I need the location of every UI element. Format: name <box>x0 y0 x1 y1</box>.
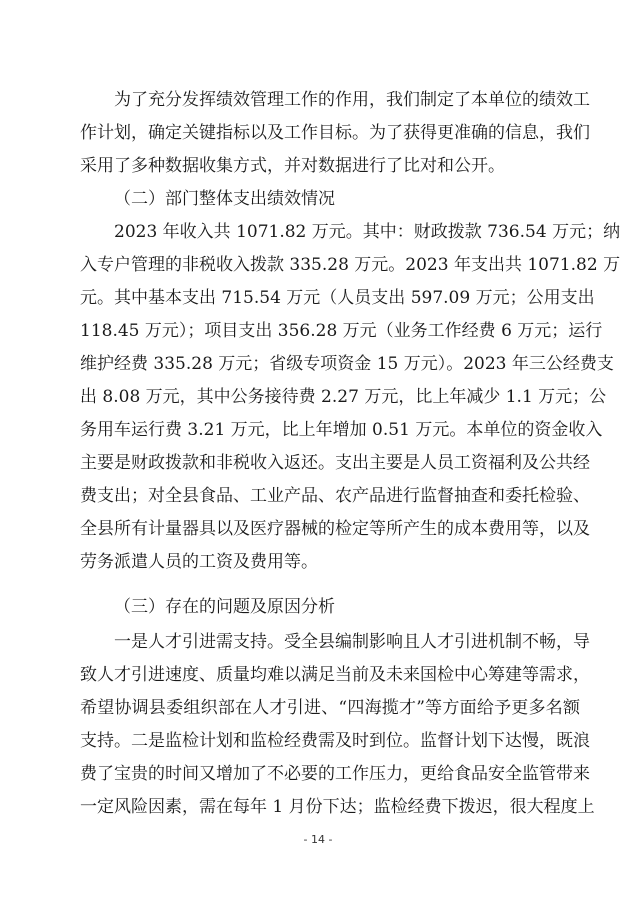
page-number: - 14 - <box>303 833 333 846</box>
paragraph-1-line-3: 采用了多种数据收集方式，并对数据进行了比对和公开。 <box>80 156 505 176</box>
paragraph-2-line-10: 全县所有计量器具以及医疗器械的检定等所产生的成本费用等，以及 <box>80 519 590 539</box>
paragraph-2-line-3: 元。其中基本支出 715.54 万元（人员支出 597.09 万元；公用支出 <box>80 288 595 308</box>
paragraph-3-line-3: 希望协调县委组织部在人才引进、“四海揽才”等方面给予更多名额 <box>80 698 580 718</box>
paragraph-2-line-11: 劳务派遣人员的工资及费用等。 <box>80 552 318 572</box>
paragraph-2-line-4: 118.45 万元）；项目支出 356.28 万元（业务工作经费 6 万元；运行 <box>80 321 603 341</box>
section-heading-3: （三）存在的问题及原因分析 <box>114 597 335 617</box>
paragraph-3-line-1: 一是人才引进需支持。受全县编制影响且人才引进机制不畅，导 <box>114 632 590 652</box>
paragraph-3-line-5: 费了宝贵的时间又增加了不必要的工作压力，更给食品安全监管带来 <box>80 764 590 784</box>
paragraph-2-line-7: 务用车运行费 3.21 万元，比上年增加 0.51 万元。本单位的资金收入 <box>80 420 603 440</box>
paragraph-2-line-2: 入专户管理的非税收入拨款 335.28 万元。2023 年支出共 1071.82 万 <box>80 255 621 275</box>
section-heading-2: （二）部门整体支出绩效情况 <box>114 189 335 209</box>
paragraph-1-line-1: 为了充分发挥绩效管理工作的作用，我们制定了本单位的绩效工 <box>114 90 590 110</box>
paragraph-2-line-6: 出 8.08 万元，其中公务接待费 2.27 万元，比上年减少 1.1 万元；公 <box>80 387 607 407</box>
paragraph-3-line-4: 支持。二是监检计划和监检经费需及时到位。监督计划下达慢，既浪 <box>80 731 590 751</box>
paragraph-3-line-2: 致人才引进速度、质量均难以满足当前及未来国检中心筹建等需求， <box>80 665 590 685</box>
paragraph-2-line-9: 费支出；对全县食品、工业产品、农产品进行监督抽查和委托检验、 <box>80 486 590 506</box>
paragraph-2-line-8: 主要是财政拨款和非税收入返还。支出主要是人员工资福利及公共经 <box>80 453 590 473</box>
paragraph-1-line-2: 作计划，确定关键指标以及工作目标。为了获得更准确的信息，我们 <box>80 123 590 143</box>
paragraph-2-line-1: 2023 年收入共 1071.82 万元。其中：财政拨款 736.54 万元；纳 <box>114 222 621 242</box>
paragraph-2-line-5: 维护经费 335.28 万元；省级专项资金 15 万元）。2023 年三公经费支 <box>80 354 614 374</box>
paragraph-3-line-6: 一定风险因素，需在每年 1 月份下达；监检经费下拨迟，很大程度上 <box>80 797 595 817</box>
